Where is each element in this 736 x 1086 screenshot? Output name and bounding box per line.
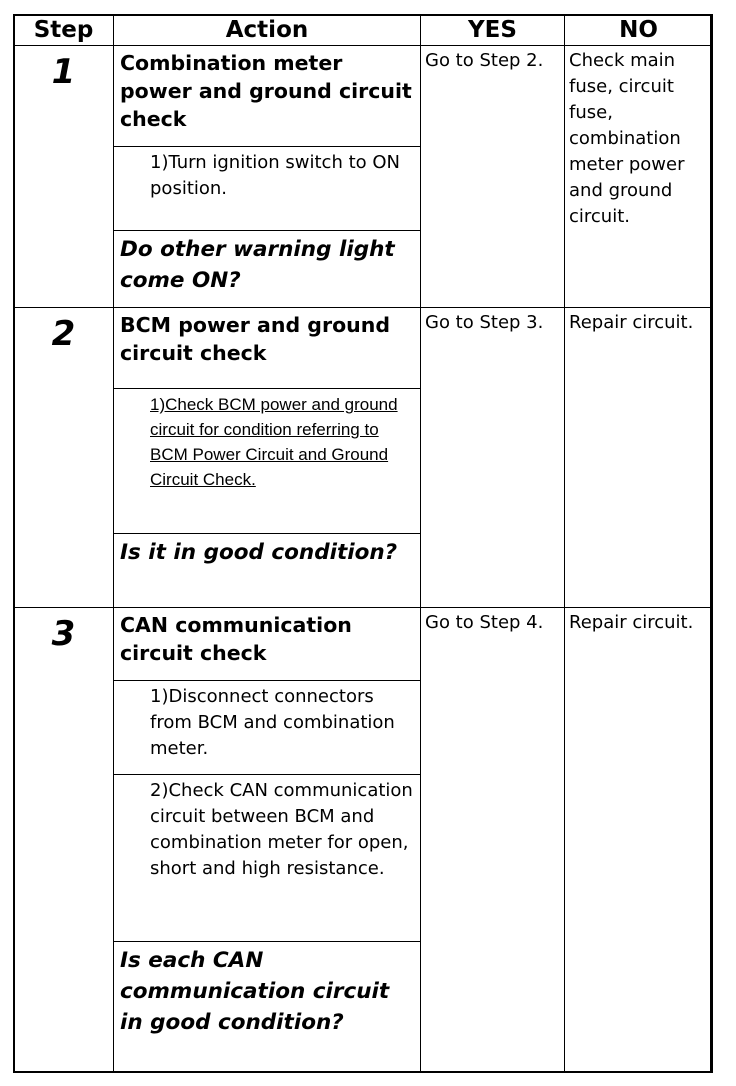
step-3-yes: Go to Step 4. [421, 607, 565, 1073]
step-1-substep-1: 1)Turn ignition switch to ON position. [114, 147, 421, 231]
diagnostic-table [13, 14, 713, 1073]
step-2-title-row [14, 308, 713, 389]
header-step: Step [14, 15, 114, 46]
step-2-substep-1-text: 1)Check BCM power and ground circuit for condition referring to BCM Power Circuit and Ground Circuit Check. [150, 395, 398, 490]
step-3-no: Repair circuit. [565, 607, 713, 1073]
step-3-title-row [14, 607, 713, 680]
step-2-title: BCM power and ground circuit check [114, 308, 421, 389]
header-row [14, 15, 713, 46]
diagnostic-table-frame [13, 14, 712, 1073]
step-1-number: 1 [14, 46, 114, 308]
step-2-substep-1 [114, 389, 421, 534]
step-2-yes: Go to Step 3. [421, 308, 565, 607]
step-3-title: CAN communication circuit check [114, 607, 421, 680]
step-1-title: Combination meter power and ground circuit check [114, 46, 421, 147]
step-2-question: Is it in good condition? [114, 534, 421, 607]
step-1-title-row [14, 46, 713, 147]
step-1-question: Do other warning light come ON? [114, 231, 421, 308]
step-1-yes: Go to Step 2. [421, 46, 565, 308]
header-no: NO [565, 15, 713, 46]
step-2-number: 2 [14, 308, 114, 607]
header-yes: YES [421, 15, 565, 46]
step-3-number: 3 [14, 607, 114, 1073]
step-3-substep-1: 1)Disconnect connectors from BCM and combination meter. [114, 680, 421, 774]
step-2-no: Repair circuit. [565, 308, 713, 607]
step-3-question: Is each CAN communication circuit in good condition? [114, 941, 421, 1072]
step-3-substep-2: 2)Check CAN communication circuit between BCM and combination meter for open, short and high resistance. [114, 774, 421, 941]
header-action: Action [114, 15, 421, 46]
step-1-no: Check main fuse, circuit fuse, combination meter power and ground circuit. [565, 46, 713, 308]
